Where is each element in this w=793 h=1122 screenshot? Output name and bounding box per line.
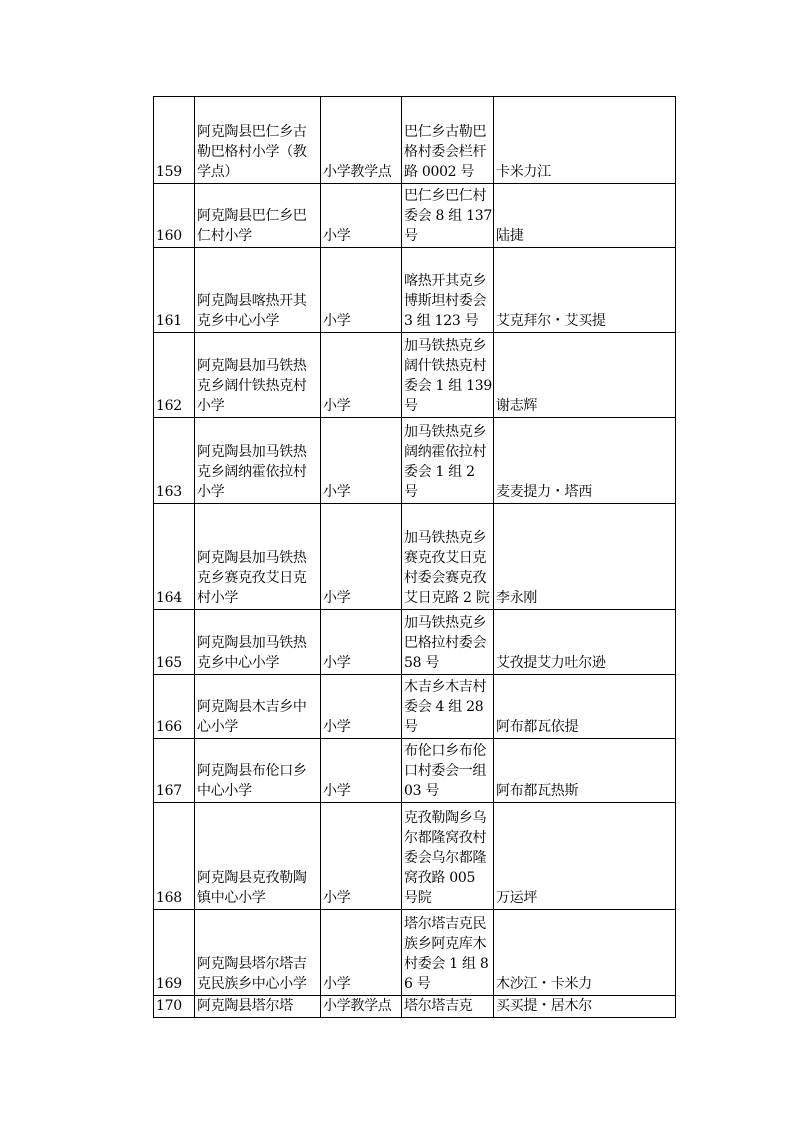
school-name: 阿克陶县加马铁热克乡阔什铁热克村小学 bbox=[195, 333, 321, 418]
row-number: 162 bbox=[154, 333, 195, 418]
school-name: 阿克陶县木吉乡中心小学 bbox=[195, 675, 321, 739]
contact-person: 谢志辉 bbox=[494, 333, 676, 418]
contact-person: 木沙江・卡米力 bbox=[494, 910, 676, 996]
school-address: 布伦口乡布伦口村委会一组 03 号 bbox=[402, 739, 494, 803]
contact-person: 艾克拜尔・艾买提 bbox=[494, 248, 676, 333]
school-type: 小学 bbox=[321, 910, 402, 996]
table-row bbox=[154, 97, 676, 184]
row-number: 164 bbox=[154, 504, 195, 610]
school-type: 小学 bbox=[321, 333, 402, 418]
table-row bbox=[154, 333, 676, 418]
row-number: 161 bbox=[154, 248, 195, 333]
contact-person: 阿布都瓦依提 bbox=[494, 675, 676, 739]
school-address: 加马铁热克乡赛克孜艾日克村委会赛克孜艾日克路 2 院 bbox=[402, 504, 494, 610]
school-address: 塔尔塔吉克民族乡阿克库木村委会 1 组 86 号 bbox=[402, 910, 494, 996]
contact-person: 卡米力江 bbox=[494, 97, 676, 184]
table-row bbox=[154, 803, 676, 910]
school-name: 阿克陶县布伦口乡中心小学 bbox=[195, 739, 321, 803]
school-type: 小学 bbox=[321, 675, 402, 739]
table-row bbox=[154, 675, 676, 739]
school-type: 小学 bbox=[321, 739, 402, 803]
contact-person: 麦麦提力・塔西 bbox=[494, 418, 676, 504]
school-name: 阿克陶县巴仁乡巴仁村小学 bbox=[195, 184, 321, 248]
school-name: 阿克陶县加马铁热克乡中心小学 bbox=[195, 610, 321, 675]
table-row bbox=[154, 418, 676, 504]
school-name: 阿克陶县塔尔塔 bbox=[195, 996, 321, 1018]
contact-person: 买买提・居木尔 bbox=[494, 996, 676, 1018]
row-number: 160 bbox=[154, 184, 195, 248]
school-type: 小学 bbox=[321, 418, 402, 504]
school-type: 小学教学点 bbox=[321, 996, 402, 1018]
school-address: 喀热开其克乡博斯坦村委会 3 组 123 号 bbox=[402, 248, 494, 333]
school-name: 阿克陶县巴仁乡古勒巴格村小学（教学点） bbox=[195, 97, 321, 184]
school-type: 小学教学点 bbox=[321, 97, 402, 184]
school-address: 木吉乡木吉村委会 4 组 28 号 bbox=[402, 675, 494, 739]
table-row bbox=[154, 739, 676, 803]
school-name: 阿克陶县加马铁热克乡阔纳霍依拉村小学 bbox=[195, 418, 321, 504]
school-table bbox=[153, 96, 676, 1018]
school-type: 小学 bbox=[321, 504, 402, 610]
school-name: 阿克陶县克孜勒陶镇中心小学 bbox=[195, 803, 321, 910]
school-type: 小学 bbox=[321, 610, 402, 675]
contact-person: 陆捷 bbox=[494, 184, 676, 248]
row-number: 159 bbox=[154, 97, 195, 184]
school-address: 克孜勒陶乡乌尔都隆窝孜村委会乌尔都隆窝孜路 005 号院 bbox=[402, 803, 494, 910]
school-address: 加马铁热克乡阔什铁热克村委会 1 组 139 号 bbox=[402, 333, 494, 418]
school-type: 小学 bbox=[321, 803, 402, 910]
row-number: 163 bbox=[154, 418, 195, 504]
school-address: 加马铁热克乡阔纳霍依拉村委会 1 组 2 号 bbox=[402, 418, 494, 504]
row-number: 165 bbox=[154, 610, 195, 675]
contact-person: 万运坪 bbox=[494, 803, 676, 910]
row-number: 166 bbox=[154, 675, 195, 739]
row-number: 170 bbox=[154, 996, 195, 1018]
table-row bbox=[154, 504, 676, 610]
table-row bbox=[154, 910, 676, 996]
contact-person: 阿布都瓦热斯 bbox=[494, 739, 676, 803]
table-row bbox=[154, 996, 676, 1018]
row-number: 168 bbox=[154, 803, 195, 910]
school-address: 加马铁热克乡巴格拉村委会 58 号 bbox=[402, 610, 494, 675]
table-row bbox=[154, 610, 676, 675]
school-type: 小学 bbox=[321, 184, 402, 248]
row-number: 167 bbox=[154, 739, 195, 803]
row-number: 169 bbox=[154, 910, 195, 996]
contact-person: 艾孜提艾力吐尔逊 bbox=[494, 610, 676, 675]
school-address: 巴仁乡巴仁村委会 8 组 137 号 bbox=[402, 184, 494, 248]
school-name: 阿克陶县塔尔塔吉克民族乡中心小学 bbox=[195, 910, 321, 996]
table-row bbox=[154, 184, 676, 248]
school-name: 阿克陶县加马铁热克乡赛克孜艾日克村小学 bbox=[195, 504, 321, 610]
contact-person: 李永刚 bbox=[494, 504, 676, 610]
school-address: 巴仁乡古勒巴格村委会栏杆路 0002 号 bbox=[402, 97, 494, 184]
school-type: 小学 bbox=[321, 248, 402, 333]
table-row bbox=[154, 248, 676, 333]
school-name: 阿克陶县喀热开其克乡中心小学 bbox=[195, 248, 321, 333]
school-address: 塔尔塔吉克 bbox=[402, 996, 494, 1018]
